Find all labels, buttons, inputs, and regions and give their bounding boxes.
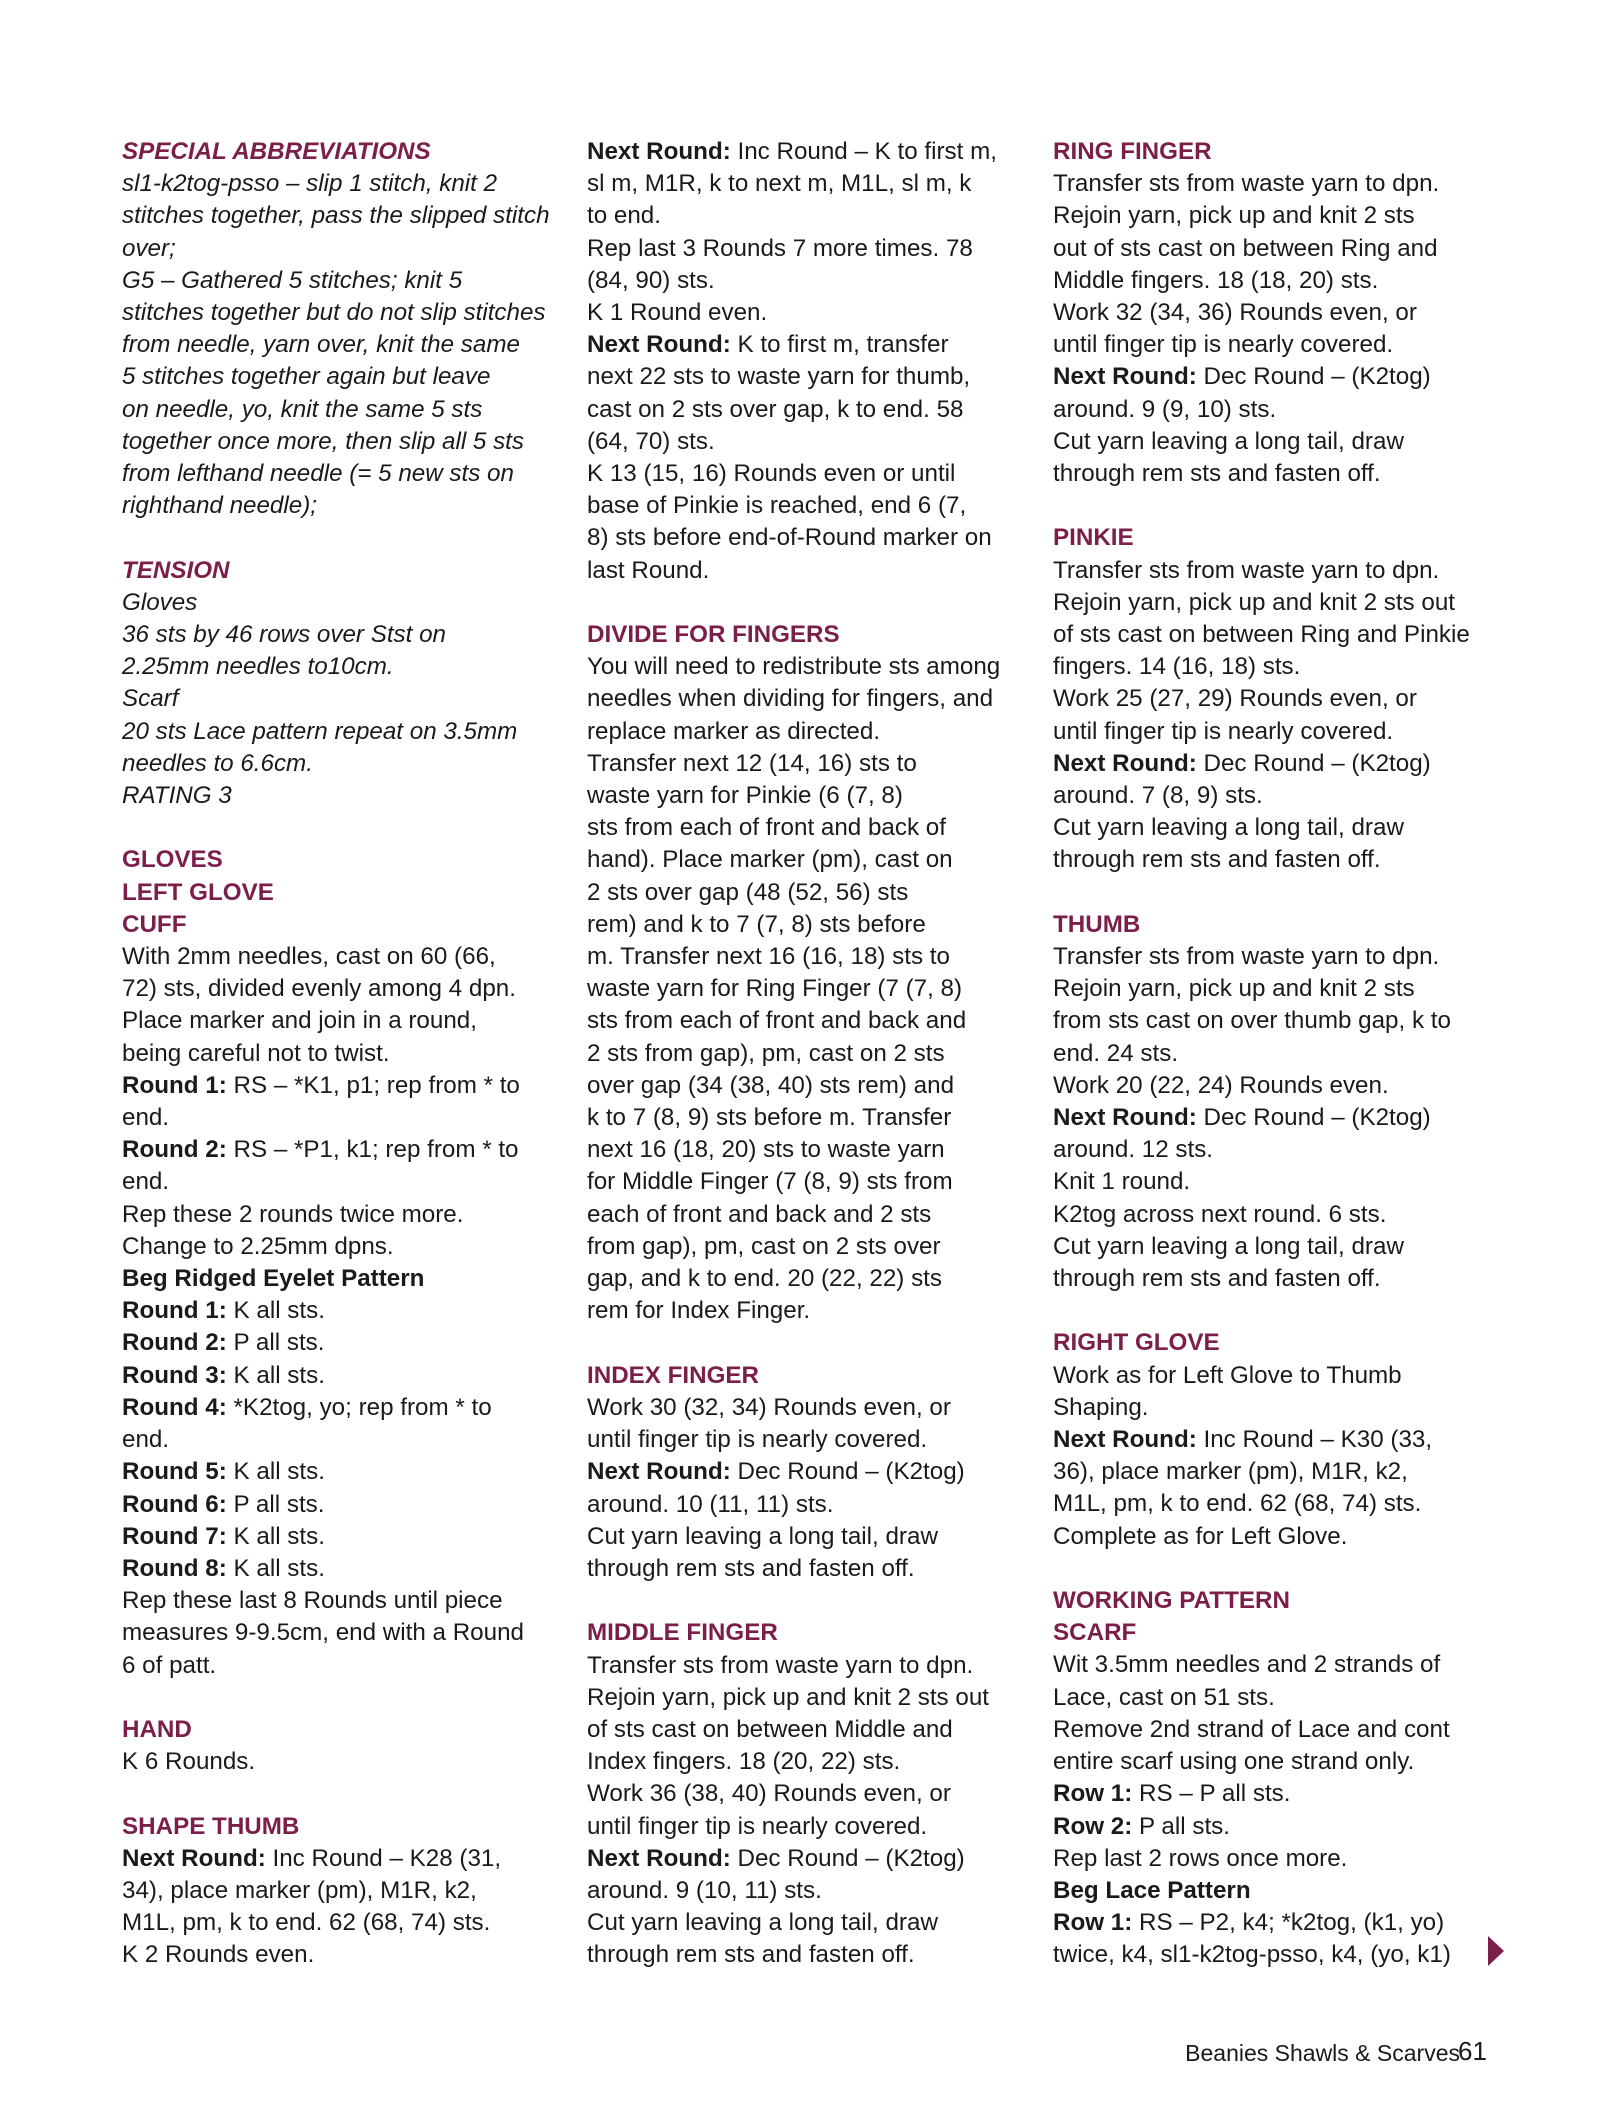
instruction-line: next 16 (18, 20) sts to waste yarn [587,1136,945,1164]
italic-text-line: on needle, yo, knit the same 5 sts [122,395,483,423]
instruction-line: measures 9-9.5cm, end with a Round [122,1619,524,1647]
instruction-line [587,1456,1027,1488]
instruction-line: Work 32 (34, 36) Rounds even, or [1053,299,1417,327]
instruction-label: Next Round: [587,1844,731,1872]
instruction-label: Next Round: [122,1844,266,1872]
instruction-line: With 2mm needles, cast on 60 (66, [122,943,496,971]
instruction-line [122,1327,562,1359]
instruction-label: Round 8: [122,1554,227,1582]
instruction-text: Inc Round – K to first m, [730,138,997,165]
instruction-line: rem) and k to 7 (7, 8) sts before [587,910,926,938]
instruction-line: Complete as for Left Glove. [1053,1522,1348,1550]
instruction-line [122,1263,562,1295]
instruction-line: Work as for Left Glove to Thumb [1053,1361,1402,1389]
instruction-label: Next Round: [1053,1426,1197,1454]
instruction-label: Row 2: [1053,1812,1133,1840]
instruction-line: base of Pinkie is reached, end 6 (7, [587,492,967,520]
instruction-text: K all sts. [226,1297,325,1325]
instruction-line: of sts cast on between Middle and [587,1715,953,1743]
instruction-text: K all sts. [226,1522,325,1550]
instruction-line: You will need to redistribute sts among [587,653,1001,681]
instruction-line: sts from each of front and back and [587,1007,967,1035]
instruction-line: Index fingers. 18 (20, 22) sts. [587,1748,901,1776]
italic-text-line: stitches together, pass the slipped stitch [122,202,550,230]
instruction-line [122,1553,562,1585]
instruction-line: end. [122,1168,170,1196]
italic-text-line: 20 sts Lace pattern repeat on 3.5mm [122,717,518,745]
instruction-label: Round 1: [122,1071,227,1099]
instruction-text: K to first m, transfer [730,331,949,359]
instruction-line: to end. [587,202,661,230]
instruction-label: Row 1: [1053,1780,1133,1808]
instruction-line: K 13 (15, 16) Rounds even or until [587,460,956,488]
instruction-line [1053,1811,1493,1843]
instruction-line [1053,1778,1493,1810]
section-heading: LEFT GLOVE [122,878,274,906]
instruction-line [122,1360,562,1392]
section-heading: GLOVES [122,846,223,874]
instruction-line: Lace, cast on 51 sts. [1053,1683,1275,1711]
instruction-text: Inc Round – K30 (33, [1196,1426,1433,1454]
instruction-label: Round 2: [122,1329,227,1357]
instruction-line: Rep these 2 rounds twice more. [122,1200,464,1228]
column-1 [122,136,562,1972]
italic-text-line: RATING 3 [122,782,232,810]
instruction-line: fingers. 14 (16, 18) sts. [1053,653,1301,681]
instruction-line: around. 10 (11, 11) sts. [587,1490,834,1518]
instruction-line: Rejoin yarn, pick up and knit 2 sts [1053,202,1415,230]
instruction-text: RS – *P1, k1; rep from * to [226,1136,519,1164]
instruction-line [122,1489,562,1521]
instruction-line [587,136,1027,168]
instruction-text: K all sts. [226,1554,325,1582]
instruction-text: RS – P all sts. [1132,1780,1291,1808]
italic-text-line: from needle, yarn over, knit the same [122,331,520,359]
instruction-line: M1L, pm, k to end. 62 (68, 74) sts. [122,1909,491,1937]
instruction-line: Transfer sts from waste yarn to dpn. [587,1651,974,1679]
instruction-label: Round 4: [122,1393,227,1421]
instruction-line: around. 12 sts. [1053,1136,1214,1164]
instruction-line: last Round. [587,556,710,584]
instruction-line: out of sts cast on between Ring and [1053,234,1438,262]
instruction-line: Transfer sts from waste yarn to dpn. [1053,170,1440,198]
section-heading: RIGHT GLOVE [1053,1329,1220,1357]
column-3 [1053,136,1493,1972]
instruction-label: Round 1: [122,1297,227,1325]
instruction-line: waste yarn for Ring Finger (7 (7, 8) [587,975,963,1003]
instruction-line: around. 9 (10, 11) sts. [587,1876,822,1904]
instruction-line: through rem sts and fasten off. [587,1554,915,1582]
instruction-line: Work 30 (32, 34) Rounds even, or [587,1393,951,1421]
instruction-line: for Middle Finger (7 (8, 9) sts from [587,1168,953,1196]
instruction-text: RS – *K1, p1; rep from * to [226,1071,520,1099]
instruction-line: Cut yarn leaving a long tail, draw [587,1522,938,1550]
instruction-text: Inc Round – K28 (31, [265,1844,502,1872]
instruction-label: Round 3: [122,1361,227,1389]
instruction-line [122,1295,562,1327]
instruction-line: replace marker as directed. [587,717,881,745]
paragraph-gap [587,1585,1027,1617]
instruction-line: waste yarn for Pinkie (6 (7, 8) [587,782,903,810]
italic-text-line: 36 sts by 46 rows over Stst on [122,621,446,649]
section-heading: THUMB [1053,910,1141,938]
instruction-line: 2 sts over gap (48 (52, 56) sts [587,878,909,906]
instruction-line: Rep last 2 rows once more. [1053,1844,1348,1872]
instruction-text: Dec Round – (K2tog) [1196,363,1431,391]
instruction-line: 2 sts from gap), pm, cast on 2 sts [587,1039,945,1067]
italic-text-line: from lefthand needle (= 5 new sts on [122,460,514,488]
instruction-line: next 22 sts to waste yarn for thumb, [587,363,971,391]
paragraph-gap [122,1682,562,1714]
instruction-line: 6 of patt. [122,1651,217,1679]
instruction-line: 8) sts before end-of-Round marker on [587,524,992,552]
section-heading: TENSION [122,556,230,584]
paragraph-gap [122,522,562,554]
instruction-line [587,329,1027,361]
italic-text-line: needles to 6.6cm. [122,749,313,777]
instruction-line: each of front and back and 2 sts [587,1200,932,1228]
instruction-line: sl m, M1R, k to next m, M1L, sl m, k [587,170,972,198]
instruction-line: Rep these last 8 Rounds until piece [122,1587,503,1615]
instruction-label: Next Round: [1053,749,1197,777]
italic-text-line: G5 – Gathered 5 stitches; knit 5 [122,266,463,294]
instruction-line: 34), place marker (pm), M1R, k2, [122,1876,477,1904]
paragraph-gap [1053,1553,1493,1585]
instruction-text: K all sts. [226,1361,325,1389]
instruction-line: Cut yarn leaving a long tail, draw [1053,814,1404,842]
instruction-label: Round 6: [122,1490,227,1518]
instruction-line: K 6 Rounds. [122,1748,256,1776]
italic-text-line: 5 stitches together again but leave [122,363,491,391]
paragraph-gap [1053,877,1493,909]
paragraph-gap [122,1778,562,1810]
instruction-line: K 1 Round even. [587,299,768,327]
instruction-line [587,1843,1027,1875]
section-heading: SHAPE THUMB [122,1812,300,1840]
instruction-line: until finger tip is nearly covered. [1053,331,1394,359]
paragraph-gap [587,587,1027,619]
instruction-line: Middle fingers. 18 (18, 20) sts. [1053,266,1379,294]
instruction-line: of sts cast on between Ring and Pinkie [1053,621,1470,649]
instruction-line: (84, 90) sts. [587,266,715,294]
instruction-label: Next Round: [1053,1104,1197,1132]
instruction-line: Remove 2nd strand of Lace and cont [1053,1715,1450,1743]
instruction-line: K2tog across next round. 6 sts. [1053,1200,1387,1228]
instruction-line [1053,1875,1493,1907]
instruction-line [122,1392,562,1424]
instruction-line: until finger tip is nearly covered. [1053,717,1394,745]
instruction-line [122,1134,562,1166]
instruction-line: M1L, pm, k to end. 62 (68, 74) sts. [1053,1490,1422,1518]
section-heading: MIDDLE FINGER [587,1619,778,1647]
instruction-label: Next Round: [587,138,731,165]
instruction-line: from gap), pm, cast on 2 sts over [587,1232,941,1260]
instruction-line: until finger tip is nearly covered. [587,1426,928,1454]
instruction-text: P all sts. [226,1329,325,1357]
continue-arrow-icon [1488,1936,1504,1966]
instruction-line: until finger tip is nearly covered. [587,1812,928,1840]
instruction-line: through rem sts and fasten off. [1053,1265,1381,1293]
section-heading: INDEX FINGER [587,1361,760,1389]
instruction-line: Work 25 (27, 29) Rounds even, or [1053,685,1417,713]
column-2 [587,136,1027,1972]
instruction-line: hand). Place marker (pm), cast on [587,846,953,874]
instruction-text: RS – P2, k4; *k2tog, (k1, yo) [1132,1909,1445,1937]
footer-title: Beanies Shawls & Scarves [1185,2040,1460,2066]
instruction-line: Rejoin yarn, pick up and knit 2 sts out [587,1683,989,1711]
instruction-line: Shaping. [1053,1393,1149,1421]
paragraph-gap [122,812,562,844]
instruction-line [1053,1907,1493,1939]
instruction-line: Change to 2.25mm dpns. [122,1232,394,1260]
instruction-line: needles when dividing for fingers, and [587,685,994,713]
page-number: 61 [1458,2036,1487,2066]
instruction-line [122,1456,562,1488]
instruction-text: Dec Round – (K2tog) [730,1458,965,1486]
section-heading: SCARF [1053,1619,1137,1647]
instruction-line [1053,748,1493,780]
instruction-line: rem for Index Finger. [587,1297,811,1325]
instruction-line: m. Transfer next 16 (16, 18) sts to [587,943,950,971]
instruction-line: through rem sts and fasten off. [1053,846,1381,874]
italic-text-line: Gloves [122,588,198,616]
instruction-text: K all sts. [226,1458,325,1486]
instruction-label: Next Round: [587,1458,731,1486]
section-heading: HAND [122,1715,192,1743]
instruction-line: 72) sts, divided evenly among 4 dpn. [122,975,516,1003]
instruction-line [1053,1424,1493,1456]
instruction-line [122,1070,562,1102]
instruction-label: Next Round: [587,331,731,359]
section-heading: PINKIE [1053,524,1134,552]
instruction-label: Beg Ridged Eyelet Pattern [122,1265,425,1293]
instruction-line: cast on 2 sts over gap, k to end. 58 [587,395,964,423]
instruction-text: P all sts. [226,1490,325,1518]
instruction-line: Transfer next 12 (14, 16) sts to [587,749,917,777]
instruction-line: Rejoin yarn, pick up and knit 2 sts [1053,975,1415,1003]
instruction-line: Transfer sts from waste yarn to dpn. [1053,556,1440,584]
instruction-line [1053,1102,1493,1134]
instruction-label: Beg Lace Pattern [1053,1876,1251,1904]
instruction-label: Round 2: [122,1136,227,1164]
paragraph-gap [1053,490,1493,522]
instruction-line: Work 36 (38, 40) Rounds even, or [587,1780,951,1808]
instruction-line: Cut yarn leaving a long tail, draw [587,1909,938,1937]
instruction-line: Place marker and join in a round, [122,1007,477,1035]
italic-text-line: Scarf [122,685,179,713]
instruction-line [1053,361,1493,393]
instruction-label: Next Round: [1053,363,1197,391]
instruction-line [122,1521,562,1553]
paragraph-gap [587,1328,1027,1360]
instruction-text: *K2tog, yo; rep from * to [226,1393,492,1421]
instruction-line: 36), place marker (pm), M1R, k2, [1053,1458,1408,1486]
instruction-line: from sts cast on over thumb gap, k to [1053,1007,1451,1035]
instruction-line: Wit 3.5mm needles and 2 strands of [1053,1651,1441,1679]
instruction-line: Knit 1 round. [1053,1168,1191,1196]
instruction-line: twice, k4, sl1-k2tog-psso, k4, (yo, k1) [1053,1941,1451,1969]
italic-text-line: 2.25mm needles to10cm. [122,653,394,681]
instruction-line: end. [122,1104,170,1132]
instruction-line: over gap (34 (38, 40) sts rem) and [587,1071,955,1099]
instruction-line: Cut yarn leaving a long tail, draw [1053,1232,1404,1260]
instruction-label: Row 1: [1053,1909,1133,1937]
instruction-line: through rem sts and fasten off. [587,1941,915,1969]
instruction-line: through rem sts and fasten off. [1053,460,1381,488]
instruction-line: Rep last 3 Rounds 7 more times. 78 [587,234,973,262]
instruction-line: entire scarf using one strand only. [1053,1748,1415,1776]
instruction-line: (64, 70) sts. [587,427,715,455]
instruction-line: around. 7 (8, 9) sts. [1053,782,1263,810]
instruction-line: Rejoin yarn, pick up and knit 2 sts out [1053,588,1455,616]
instruction-text: P all sts. [1132,1812,1230,1840]
instruction-line: Transfer sts from waste yarn to dpn. [1053,943,1440,971]
instruction-text: Dec Round – (K2tog) [1196,1104,1431,1132]
instruction-label: Round 7: [122,1522,227,1550]
italic-text-line: sl1-k2tog-psso – slip 1 stitch, knit 2 [122,170,498,198]
instruction-label: Round 5: [122,1458,227,1486]
section-heading: RING FINGER [1053,138,1212,165]
italic-text-line: together once more, then slip all 5 sts [122,427,524,455]
section-heading: SPECIAL ABBREVIATIONS [122,138,431,165]
italic-text-line: over; [122,234,176,262]
italic-text-line: righthand needle); [122,492,317,520]
section-heading: DIVIDE FOR FINGERS [587,621,840,649]
instruction-line: K 2 Rounds even. [122,1941,315,1969]
instruction-line: sts from each of front and back of [587,814,946,842]
section-heading: WORKING PATTERN [1053,1587,1290,1615]
instruction-line: end. [122,1426,170,1454]
instruction-text: Dec Round – (K2tog) [1196,749,1431,777]
instruction-line: k to 7 (8, 9) sts before m. Transfer [587,1104,952,1132]
section-heading: CUFF [122,910,187,938]
instruction-line: Work 20 (22, 24) Rounds even. [1053,1071,1389,1099]
instruction-text: Dec Round – (K2tog) [730,1844,965,1872]
instruction-line: Cut yarn leaving a long tail, draw [1053,427,1404,455]
instruction-line: end. 24 sts. [1053,1039,1179,1067]
instruction-line [122,1843,562,1875]
italic-text-line: stitches together but do not slip stitches [122,299,546,327]
instruction-line: being careful not to twist. [122,1039,390,1067]
instruction-line: gap, and k to end. 20 (22, 22) sts [587,1265,942,1293]
instruction-line: around. 9 (9, 10) sts. [1053,395,1277,423]
paragraph-gap [1053,1295,1493,1327]
